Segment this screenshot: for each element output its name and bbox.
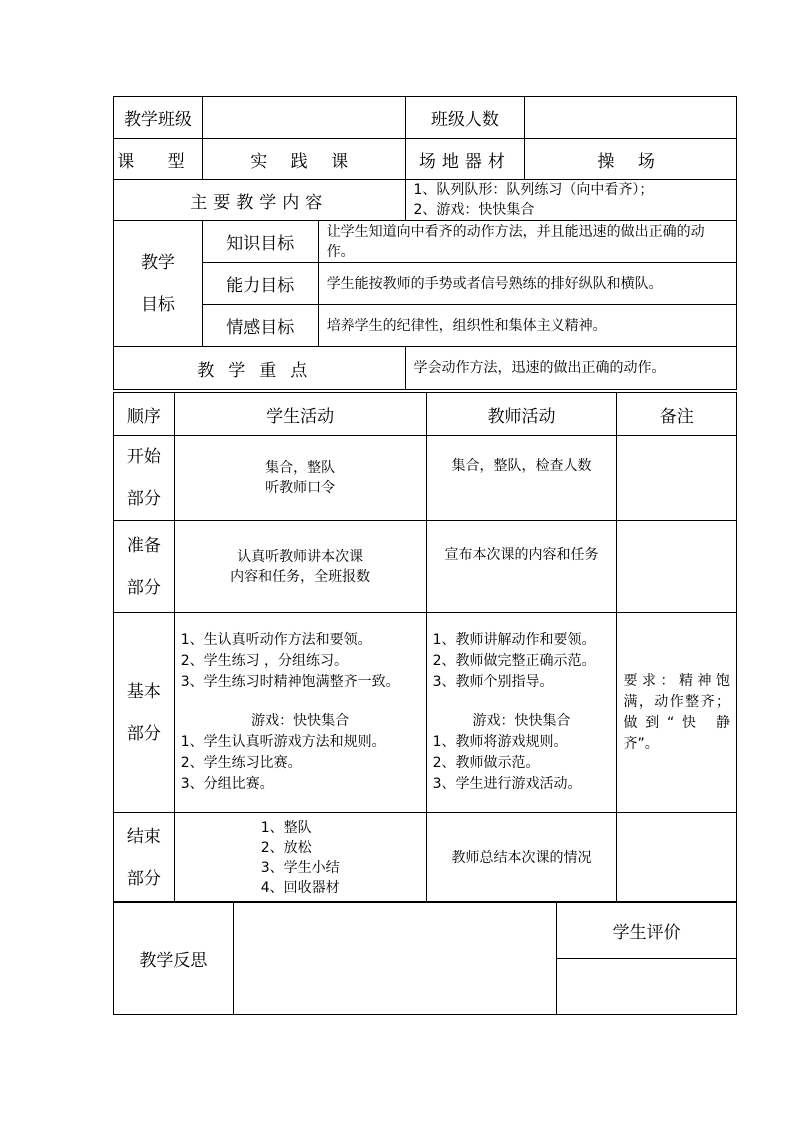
equip-label: 场地器材 <box>405 139 525 180</box>
phase-end-remark <box>617 813 737 903</box>
phase-prep-remark <box>617 521 737 613</box>
col-order: 顺序 <box>114 393 175 436</box>
goal-text-knowledge: 让学生知道向中看齐的动作方法，并且能迅速的做出正确的动作。 <box>318 221 736 263</box>
goal-label-ability: 能力目标 <box>202 263 318 305</box>
phase-start-remark <box>617 436 737 521</box>
col-student: 学生活动 <box>174 393 426 436</box>
goals-label: 教学 目标 <box>114 221 203 347</box>
goal-label-knowledge: 知识目标 <box>202 221 318 263</box>
phase-start-teacher: 集合，整队，检查人数 <box>426 436 617 521</box>
phase-end-teacher: 教师总结本次课的情况 <box>426 813 617 903</box>
type-label: 课 型 <box>114 139 203 180</box>
content-line: 1、队列队形：队列练习（向中看齐）； <box>413 182 654 198</box>
reflection-label: 教学反思 <box>114 902 234 1015</box>
goal-label-emotion: 情感目标 <box>202 305 318 347</box>
reflection-content <box>233 902 556 1015</box>
lesson-info-table <box>113 96 737 390</box>
phase-start-label: 开始 部分 <box>114 436 175 521</box>
class-value <box>202 97 405 139</box>
goal-text-ability: 学生能按教师的手势或者信号熟练的排好纵队和横队。 <box>318 263 736 305</box>
phase-prep-label: 准备 部分 <box>114 521 175 613</box>
phase-end-student: 1、整队 2、放松 3、学生小结 4、回收器材 <box>174 813 426 903</box>
content-text <box>405 180 736 221</box>
content-label: 主要教学内容 <box>114 180 406 221</box>
phase-start-student: 集合，整队 听教师口令 <box>174 436 426 521</box>
phase-basic-label: 基本 部分 <box>114 613 175 813</box>
count-value <box>525 97 737 139</box>
goal-text-emotion: 培养学生的纪律性，组织性和集体主义精神。 <box>318 305 736 347</box>
phase-basic-teacher: 1、教师讲解动作和要领。 2、教师做完整正确示范。 3、教师个别指导。 游戏：快快集合 1、教师将游戏规则。 2、教师做示范。 3、学生进行游戏活动。 <box>426 613 617 813</box>
phase-basic-student: 1、生认真听动作方法和要领。 2、学生练习 ，分组练习。 3、学生练习时精神饱满整齐一致。 游戏：快快集合 1、学生认真听游戏方法和规则。 2、学生练习比赛。 3、分组比赛。 <box>174 613 426 813</box>
phase-prep-teacher: 宣布本次课的内容和任务 <box>426 521 617 613</box>
student-eval-label: 学生评价 <box>557 902 737 959</box>
col-teacher: 教师活动 <box>426 393 617 436</box>
type-value: 实 践 课 <box>202 139 405 180</box>
student-eval-value <box>557 959 737 1015</box>
key-point-label: 教学重点 <box>114 347 406 390</box>
class-label: 教学班级 <box>114 97 203 139</box>
reflection-table <box>113 901 737 1015</box>
phase-end-label: 结束 部分 <box>114 813 175 903</box>
count-label: 班级人数 <box>405 97 525 139</box>
key-point-text: 学会动作方法，迅速的做出正确的动作。 <box>405 347 736 390</box>
phase-prep-student: 认真听教师讲本次课 内容和任务，全班报数 <box>174 521 426 613</box>
content-line: 2、游戏：快快集合 <box>413 202 535 218</box>
activities-table <box>113 392 737 903</box>
equip-value: 操 场 <box>525 139 737 180</box>
phase-basic-remark: 要求：精神饱满，动作整齐；做到“快 静 齐”。 <box>617 613 737 813</box>
col-remark: 备注 <box>617 393 737 436</box>
